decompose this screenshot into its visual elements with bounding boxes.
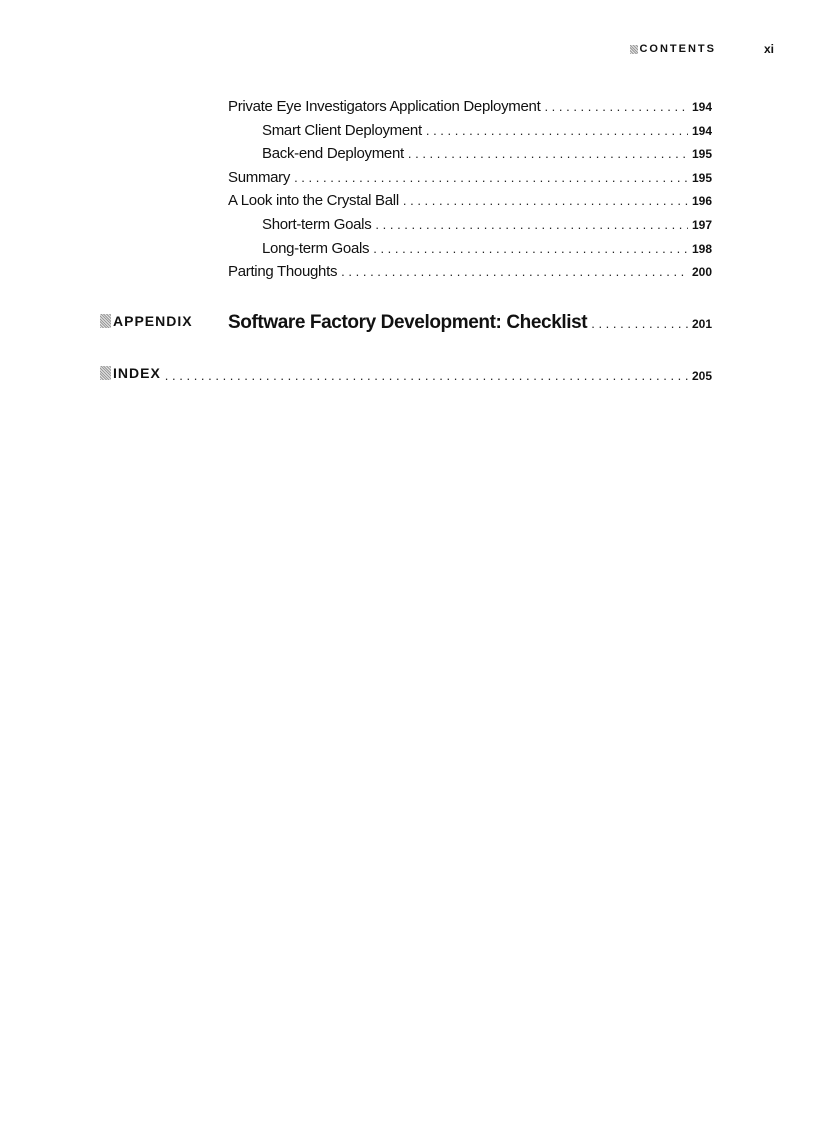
dot-leader [373,241,688,256]
toc-entry-title: Long-term Goals [262,239,370,257]
toc-entry-page: 195 [691,147,712,162]
running-header-section [630,43,716,55]
toc-entry-title: Parting Thoughts [228,263,338,281]
dot-leader [591,316,688,331]
appendix-title: Software Factory Development: Checklist [228,312,588,333]
toc-entry-title: Summary [228,168,291,186]
toc-entry-title: Private Eye Investigators Application Deployment [228,98,541,115]
toc-entry[interactable] [228,169,712,193]
toc-entry[interactable] [228,122,712,146]
dot-leader [544,99,688,114]
toc-entry[interactable] [228,216,712,240]
toc-entry-page: 200 [691,265,712,280]
toc-entry-page: 197 [691,217,712,232]
toc-entry[interactable] [228,192,712,216]
dot-leader [165,368,688,383]
dot-leader [426,123,688,138]
page-number: xi [763,42,774,56]
toc-entry-title: Back-end Deployment [262,145,404,163]
appendix-entry[interactable] [100,312,712,334]
toc-entry-page: 194 [691,100,712,114]
toc-entry-title: A Look into the Crystal Ball [228,192,399,210]
dot-leader [375,217,688,232]
appendix-marker-icon [100,314,111,328]
toc-entries [228,98,712,287]
toc-entry-title: Short-term Goals [262,215,372,233]
dot-leader [341,264,688,279]
index-label-group [100,365,161,381]
index-label: INDEX [113,365,161,381]
toc-entry[interactable] [228,98,712,122]
running-header-title: CONTENTS [639,43,716,55]
toc-entry[interactable] [228,145,712,169]
toc-entry-page: 195 [691,170,712,185]
toc-entry[interactable] [228,263,712,287]
toc-entry[interactable] [228,240,712,264]
index-entry[interactable] [100,365,712,383]
index-page: 205 [691,369,712,383]
dot-leader [294,170,688,185]
toc-entry-page: 196 [691,194,712,209]
appendix-label: APPENDIX [113,313,193,329]
dot-leader [408,146,688,161]
appendix-page: 201 [691,317,712,331]
running-header [630,42,774,56]
section-marker-icon [630,45,638,54]
toc-entry-title: Smart Client Deployment [262,121,422,139]
toc-entry-page: 194 [691,123,712,138]
index-marker-icon [100,366,111,380]
toc-entry-page: 198 [691,241,712,256]
appendix-label-group [100,313,228,329]
dot-leader [403,193,688,208]
